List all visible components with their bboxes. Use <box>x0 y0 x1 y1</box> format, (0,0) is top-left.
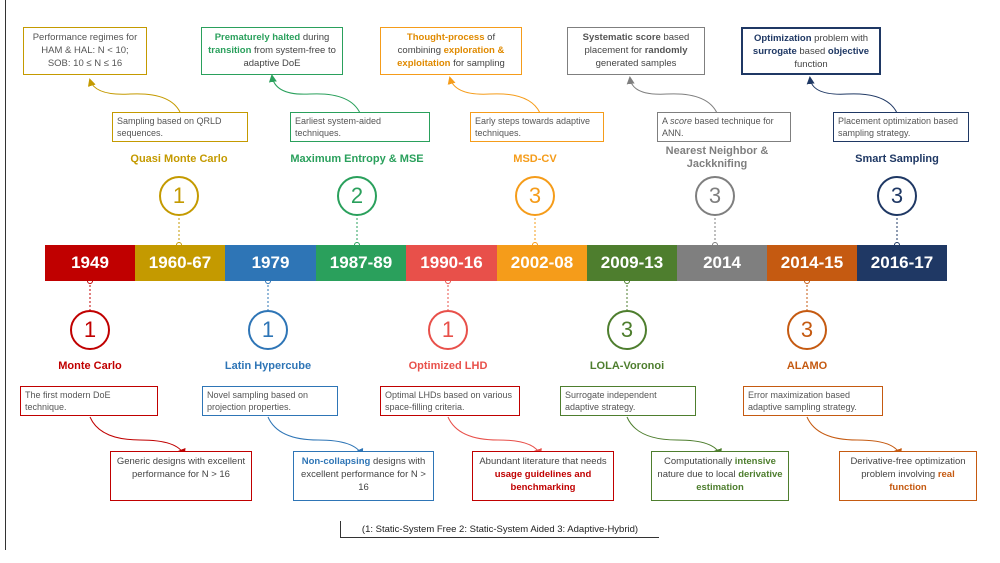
maxent-desc-text: Earliest system-aided techniques. <box>295 116 382 138</box>
year-1990-16: 1990-16 <box>406 245 497 281</box>
smart-note-t2: based <box>796 46 828 57</box>
latin-desc <box>202 386 338 416</box>
nn-desc-t1: A <box>662 116 671 126</box>
alamo-category-circle: 3 <box>787 310 827 350</box>
alamo-note-t1: Derivative-free optimization problem involving <box>850 456 966 480</box>
nn-category-circle: 3 <box>695 176 735 216</box>
nn-desc-t2: based technique for ANN. <box>662 116 774 138</box>
year-1979: 1979 <box>225 245 316 281</box>
msd-note-b1: Thought-process <box>406 32 485 43</box>
maxent-note <box>201 27 343 75</box>
lola-desc <box>560 386 696 416</box>
olhd-category-circle: 1 <box>428 310 468 350</box>
year-2009-13: 2009-13 <box>587 245 677 281</box>
alamo-note-b1: real function <box>889 469 955 493</box>
nn-desc-italic: score <box>670 116 693 126</box>
olhd-title: Optimized LHD <box>408 360 488 372</box>
smart-note-b1: Optimization <box>753 33 812 44</box>
maxent-note-t1: during <box>300 32 330 43</box>
msd-note-t2: for sampling <box>450 58 505 69</box>
smart-note-t3: function <box>794 59 828 70</box>
alamo-title: ALAMO <box>786 360 828 372</box>
mc-title: Monte Carlo <box>58 360 122 372</box>
maxent-category-circle: 2 <box>337 176 377 216</box>
olhd-note <box>472 451 614 501</box>
nn-note-t2: generated samples <box>595 58 677 69</box>
latin-note-b1: Non-collapsing <box>301 456 371 467</box>
latin-note-t1: designs with excellent performance for N > 16 <box>301 456 426 493</box>
smart-note-b3: objective <box>827 46 870 57</box>
smart-note-b2: surrogate <box>752 46 797 57</box>
maxent-note-b1: Prematurely halted <box>214 32 301 43</box>
year-2014: 2014 <box>677 245 767 281</box>
mc-note-text: Generic designs with excellent performance for N > 16 <box>116 456 246 480</box>
latin-category-circle: 1 <box>248 310 288 350</box>
lola-note-t2: nature due to local <box>657 469 739 480</box>
smart-desc <box>833 112 969 142</box>
latin-title: Latin Hypercube <box>224 360 312 372</box>
quasi-note-text: Performance regimes for HAM & HAL: N < 10; SOB: 10 ≤ N ≤ 16 <box>32 32 138 69</box>
year-1949: 1949 <box>45 245 135 281</box>
maxent-note-t2: from system-free to adaptive DoE <box>243 45 336 69</box>
smart-note <box>741 27 881 75</box>
msd-desc-text: Early steps towards adaptive techniques. <box>475 116 591 138</box>
msd-category-circle: 3 <box>515 176 555 216</box>
quasi-category-circle: 1 <box>159 176 199 216</box>
lola-note-t1: Computationally <box>664 456 735 467</box>
nn-note-t1: based placement for <box>584 32 690 56</box>
mc-category-circle: 1 <box>70 310 110 350</box>
nn-note <box>567 27 705 75</box>
quasi-note <box>23 27 147 75</box>
mc-desc <box>20 386 158 416</box>
year-2002-08: 2002-08 <box>497 245 587 281</box>
year-2016-17: 2016-17 <box>857 245 947 281</box>
maxent-note-b2: transition <box>208 45 252 56</box>
quasi-desc-text: Sampling based on QRLD sequences. <box>117 116 222 138</box>
msd-note-t1: of combining <box>397 32 496 56</box>
msd-note <box>380 27 522 75</box>
nn-note-b2: randomly <box>644 45 688 56</box>
lola-title: LOLA-Voronoi <box>589 360 665 372</box>
year-1987-89: 1987-89 <box>316 245 406 281</box>
latin-desc-text: Novel sampling based on projection properties. <box>207 390 309 412</box>
olhd-desc-text: Optimal LHDs based on various space-filling criteria. <box>385 390 513 412</box>
maxent-desc <box>290 112 430 142</box>
lola-desc-text: Surrogate independent adaptive strategy. <box>565 390 657 412</box>
smart-category-circle: 3 <box>877 176 917 216</box>
mc-desc-text: The first modern DoE technique. <box>25 390 111 412</box>
mc-note <box>110 451 252 501</box>
nn-title: Nearest Neighbor & Jackknifing <box>665 145 769 170</box>
msd-note-b2: exploration & exploitation <box>397 45 505 69</box>
alamo-desc <box>743 386 883 416</box>
latin-note <box>293 451 434 501</box>
olhd-note-b1: usage guidelines and benchmarking <box>494 469 592 493</box>
smart-note-t1: problem with <box>811 33 869 44</box>
category-legend: (1: Static-System Free 2: Static-System Aided 3: Adaptive-Hybrid) <box>340 521 659 538</box>
lola-note <box>651 451 789 501</box>
maxent-title: Maximum Entropy & MSE <box>290 153 424 165</box>
smart-desc-text: Placement optimization based sampling strategy. <box>838 116 959 138</box>
alamo-note <box>839 451 977 501</box>
alamo-desc-text: Error maximization based adaptive sampling strategy. <box>748 390 857 412</box>
olhd-note-t1: Abundant literature that needs <box>479 456 607 467</box>
msd-desc <box>470 112 604 142</box>
lola-category-circle: 3 <box>607 310 647 350</box>
quasi-desc <box>112 112 248 142</box>
lola-note-b2: derivative estimation <box>696 469 783 493</box>
msd-title: MSD-CV <box>513 153 557 165</box>
year-2014-15: 2014-15 <box>767 245 857 281</box>
quasi-title: Quasi Monte Carlo <box>130 153 228 165</box>
nn-note-b1: Systematic score <box>582 32 661 43</box>
nn-desc <box>657 112 791 142</box>
lola-note-b1: intensive <box>734 456 776 467</box>
smart-title: Smart Sampling <box>855 153 939 165</box>
olhd-desc <box>380 386 520 416</box>
year-1960-67: 1960-67 <box>135 245 225 281</box>
